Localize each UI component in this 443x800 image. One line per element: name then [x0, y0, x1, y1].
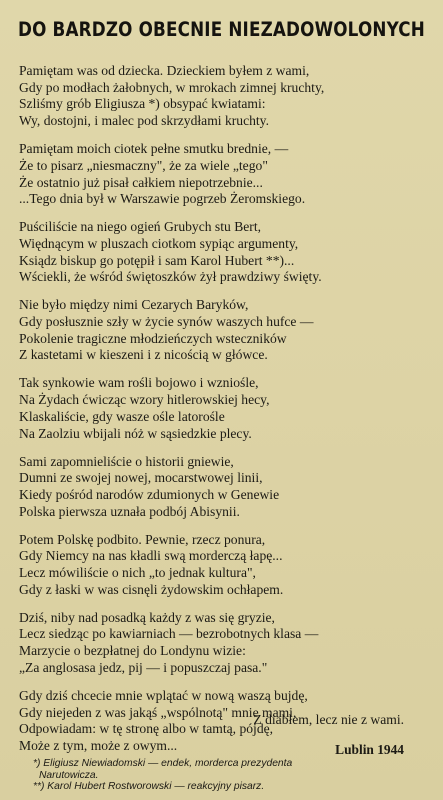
footnote-1: *) Eligiusz Niewiadomski — endek, morderca prezydenta	[33, 758, 293, 769]
verse-line: Wściekli, że wśród świętoszków żył prawdziwy święty.	[19, 269, 322, 285]
footnote-2: **) Karol Hubert Rostworowski — reakcyjny pisarz.	[33, 781, 265, 793]
stanza	[19, 63, 429, 130]
verse-line: Wy, dostojni, i malec pod skrzydłami kruchty.	[19, 113, 269, 129]
stanza	[19, 297, 429, 364]
stanza	[19, 219, 429, 286]
stanza	[19, 610, 429, 677]
stanza	[19, 532, 429, 599]
verse-line: Szliśmy grób Eligiusza *) obsypać kwiatami:	[19, 96, 266, 112]
verse-line: Pokolenie tragiczne młodzieńczych wsteczników	[19, 330, 287, 346]
verse-line: Puściliście na niego ogień Grubych stu Bert,	[19, 219, 261, 235]
verse-line: Tak synkowie wam rośli bojowo i wzniośle,	[19, 375, 259, 391]
verse-line: Gdy niejeden z was jakąś „wspólnotą" mnie mami,	[19, 704, 297, 720]
verse-line: Nie było między nimi Cezarych Baryków,	[19, 297, 249, 313]
footnote-1-continued: Narutowicza.	[39, 769, 99, 781]
footnotes	[33, 758, 428, 793]
verse-line: Na Zaolziu wbijali nóż w sąsiedzkie plecy.	[19, 425, 252, 441]
verse-line: Że to pisarz „niesmaczny", że za wiele „tego"	[19, 157, 268, 173]
verse-line: Więdnącym w pluszach ciotkom sypiąc argumenty,	[19, 235, 299, 251]
verse-line: Gdy po modłach żałobnych, w mrokach zimnej kruchty,	[19, 79, 325, 95]
verse-line: Dziś, niby nad posadką każdy z was się gryzie,	[19, 609, 275, 625]
verse-line: Gdy Niemcy na nas kładli swą morderczą łapę...	[19, 548, 283, 564]
verse-line: Kiedy pośród narodów zdumionych w Genewie	[19, 486, 280, 502]
verse-line: Gdy z łaski w was cisnęli żydowskim ochłapem.	[19, 581, 284, 597]
verse-line: Sami zapomnieliście o historii gniewie,	[19, 453, 234, 469]
verse-line: Pamiętam was od dziecka. Dzieckiem byłem z wami,	[19, 63, 310, 78]
verse-line: Z kastetami w kieszeni i z nicością w główce.	[19, 347, 268, 363]
verse-line: ...Tego dnia był w Warszawie pogrzeb Żeromskiego.	[19, 191, 306, 207]
verse-line: Na Żydach ćwicząc wzory hitlerowskiej hecy,	[19, 392, 270, 408]
stanza	[19, 375, 429, 442]
poem-body	[19, 63, 429, 766]
verse-line: Gdy dziś chcecie mnie wplątać w nową waszą bujdę,	[19, 687, 308, 703]
verse-line: Potem Polskę podbito. Pewnie, rzecz ponura,	[19, 531, 266, 547]
verse-line: Że ostatnio już pisał całkiem niepotrzebnie...	[19, 174, 263, 190]
verse-line: Marzycie o bezpłatnej do Londynu wizie:	[19, 643, 246, 659]
poem-title: DO BARDZO OBECNIE NIEZADOWOLONYCH	[18, 18, 425, 41]
verse-line: Pamiętam moich ciotek pełne smutku brednie, —	[19, 141, 289, 157]
stanza	[19, 141, 429, 208]
verse-line: Klaskaliście, gdy wasze ośle latorośle	[19, 408, 225, 424]
verse-line: Dumni ze swojej nowej, mocarstwowej linii,	[19, 470, 263, 486]
closing-line: Z diabłem, lecz nie z wami.	[253, 712, 404, 727]
verse-line: Lecz mówiliście o nich „to jednak kultura",	[19, 565, 256, 581]
verse-line: „Za anglosasa jedz, pij — i popuszczaj pasa."	[19, 659, 268, 675]
place-date-signature: Lublin 1944	[335, 742, 404, 757]
verse-line: Odpowiadam: w tę stronę albo w tamtą, pójdę,	[19, 721, 274, 737]
verse-line: Lecz siedząc po kawiarniach — bezrobotnych klasa —	[19, 626, 319, 642]
verse-line: Gdy posłusznie szły w życie synów waszych hufce —	[19, 314, 314, 330]
verse-line: Polska pierwsza uznała podbój Abisynii.	[19, 503, 240, 519]
stanza	[19, 454, 429, 521]
verse-line: Ksiądz biskup go potępił i sam Karol Hubert **)...	[19, 252, 295, 268]
verse-line: Może z tym, może z owym...	[19, 737, 178, 753]
